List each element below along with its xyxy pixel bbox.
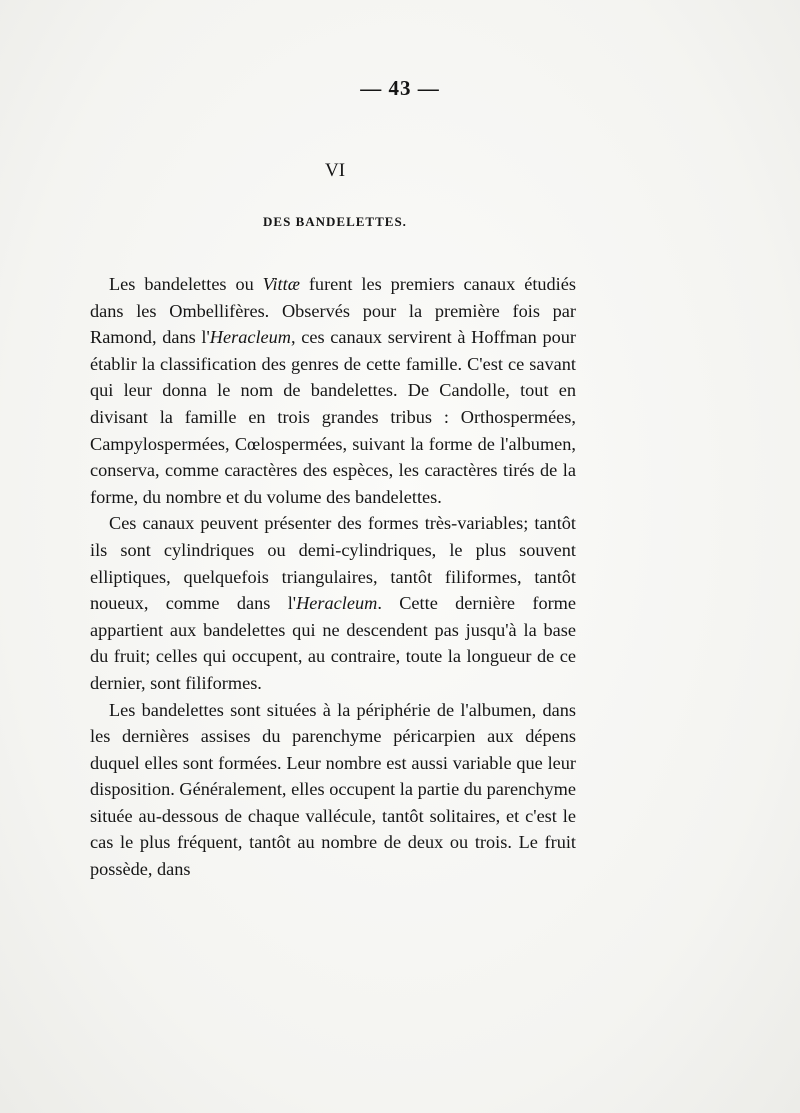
italic-term: Heracleum <box>296 593 378 614</box>
text-run: Ces canaux peuvent présenter des formes très-variables; tantôt ils sont cylindriques ou demi-cylindriques, le plus souvent elliptiques, quelquefois triangulaires, tantôt filiformes, tantôt noueux, comme dans l' <box>90 513 576 614</box>
section-title: DES BANDELETTES. <box>263 214 407 229</box>
text-run: . Cette dernière forme appartient aux bandelettes qui ne descendent pas jusqu'à la base du fruit; celles qui occupent, au contraire, toute la longueur de ce dernier, sont filiformes. <box>90 593 577 693</box>
chapter-number: VI <box>324 160 346 181</box>
text-run: Les bandelettes ou <box>109 274 263 294</box>
italic-term: Vittæ <box>262 274 300 294</box>
paragraph <box>90 271 576 510</box>
paragraph <box>90 697 576 883</box>
page-number: — 43 — <box>360 76 440 100</box>
text-run: Les bandelettes sont situées à la périphérie de l'albumen, dans les dernières assises du parenchyme péricarpien aux dépens duquel elles sont formées. Leur nombre est aussi variable que leur disposition. Généralement, elles occupent la partie du parenchyme située au-dessous de chaque vallécule, tantôt solitaires, et c'est le cas le plus fréquent, tantôt au nombre de deux ou trois. Le fruit possède, dans <box>90 699 576 880</box>
paragraph <box>90 510 576 696</box>
italic-term: Heracleum <box>209 327 291 348</box>
text-run: , ces canaux servirent à Hoffman pour établir la classification des genres de cette famille. C'est ce savant qui leur donna le nom de bandelettes. De Candolle, tout en divisant la famille en trois grandes tribus : Orthospermées, Campylospermées, Cœlospermées, suivant la forme de l'albumen, conserva, comme caractères des espèces, les caractères tirés de la forme, du nombre et du volume des bandelettes. <box>90 327 576 507</box>
body-text <box>90 271 576 883</box>
text-run: furent les premiers canaux étudiés dans les Ombellifères. Observés pour la première fois par Ramond, dans l' <box>90 274 576 348</box>
